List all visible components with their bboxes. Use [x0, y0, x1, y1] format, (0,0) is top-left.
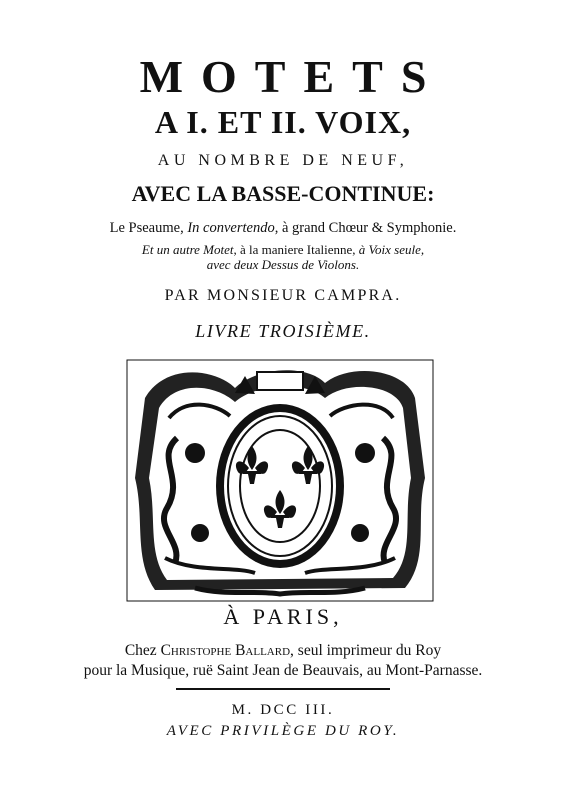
title-motets: MOTETS [139, 51, 445, 102]
motet-text-a: Et un autre Motet [141, 242, 234, 257]
psalm-line [0, 219, 566, 237]
title-voices: A I. ET II. VOIX, [154, 104, 412, 140]
motet-line-1 [0, 242, 566, 257]
title-basso-continuo: AVEC LA BASSE-CONTINUE: [131, 181, 435, 206]
imprint-role: , seul imprimeur du Roy [290, 642, 442, 659]
imprint-line-2: pour la Musique, ruë Saint Jean de Beauvais, au Mont-Parnasse. [83, 662, 483, 679]
psalm-title: In convertendo [187, 220, 275, 236]
date-line: M. DCC III. [231, 702, 335, 718]
title-number: AU NOMBRE DE NEUF, [157, 152, 409, 169]
motet-text-b: , à la maniere Italienne, [233, 242, 359, 257]
imprint-chez: Chez [124, 642, 161, 659]
motet-text-c: à Voix seule, [358, 242, 425, 257]
imprint-line-1 [0, 641, 566, 660]
royal-arms-vignette [125, 358, 435, 603]
motet-line-2: avec deux Dessus de Violons. [206, 257, 360, 272]
psalm-text-a: Le Pseaume, [109, 220, 188, 236]
author-line: PAR MONSIEUR CAMPRA. [164, 287, 402, 304]
privilege-line: AVEC PRIVILÈGE DU ROY. [166, 723, 400, 739]
book-line: LIVRE TROISIÈME. [195, 321, 371, 341]
psalm-text-c: , à grand Chœur & Symphonie. [274, 220, 457, 236]
imprint-printer-name: Christophe Ballard [160, 642, 291, 659]
imprint-city: À PARIS, [223, 604, 343, 629]
oval-escutcheon [216, 404, 344, 568]
divider-rule [176, 688, 390, 690]
